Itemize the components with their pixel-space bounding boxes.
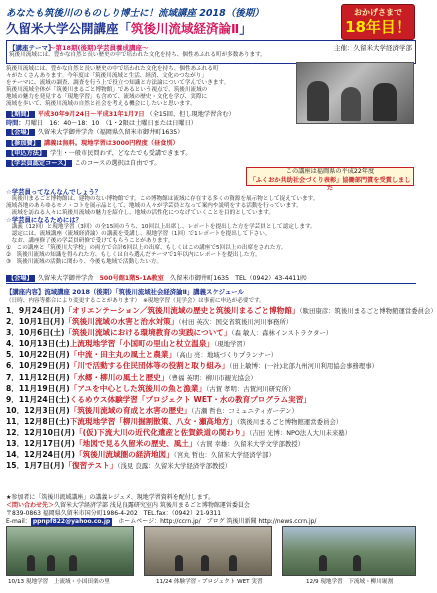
photo-caption: 12/9 現地学習 下流域・柳川堀割 [306, 579, 394, 585]
course-line: 筑後川まるごと博物館は、建物のない博物館です。この博物館は流域に存在する多くの資源を展示物として捉えています。 [6, 196, 319, 202]
email-label: E-mail： [6, 518, 31, 525]
schedule-heading [6, 287, 416, 296]
homepage-link[interactable]: ホームページ：http://ccrn.jp/ [118, 518, 201, 525]
time-tag: 時間： [6, 120, 25, 127]
schedule-date: 3．10月6日(土) [6, 328, 65, 338]
schedule-title: 「筑後川流域における環境教育の実践について」 [64, 328, 232, 338]
schedule-date: 6．10月29日(月) [6, 361, 70, 371]
course-line: ② 筑後川流域の知識を得られた方、もしくは自ら選んだテーマで1年以内にレポートを提出した方。 [6, 252, 261, 258]
schedule-row [6, 349, 416, 360]
schedule-row [6, 316, 416, 327]
schedule-date: 1．9月24日(月) [6, 306, 65, 315]
course-line: 流域各地のあらゆるモノ・コトを展示品として、地域の人々が学芸員となって案内や説明をする活動を行っています。 [6, 203, 302, 209]
email-link[interactable]: ppnpf822@yahoo.co.jp [32, 518, 111, 525]
venue-address: 久留米市御井町1635 TEL（0942）43-4411㈹ [169, 275, 307, 282]
schedule-row [6, 360, 416, 371]
schedule-row [6, 305, 437, 316]
contact-org: 久留米大学経済学部 浅見良露研究室内 筑後川まるごと博物館運営委員会 [54, 502, 250, 509]
intro-line: 筑後川流域全体が「筑後川まるごと博物館」であるという視点で、筑後川流域の [6, 87, 208, 93]
intro-line: 流域を歩いて、筑後川流域の自然と社会を考える機会にしたいと思います。 [6, 101, 196, 107]
award-box [246, 167, 414, 192]
person-silhouette [341, 87, 361, 121]
intro-line: 地域の魅力を発見する「現地学習」も含めて、流域の歴史・文化を学び、実際に [6, 94, 208, 100]
schedule-title: 「オリエンテーション／筑後川流域の歴史と筑後川まるごと博物館」 [64, 306, 300, 315]
time-value: 月曜日 16：40～18：10 （1・2限は土曜日または日曜日） [24, 120, 197, 127]
schedule-row [6, 460, 416, 471]
schedule-title: 「アユを中心とした筑後川の魚と漁業」 [69, 383, 207, 393]
schedule-speaker: （浅見 良露：久留米大学経済学部教授） [117, 462, 232, 471]
course-line: 認定には、流域講座（流域経済論）の講義を受講し、現地学習（1回）で1レポートを提出して下さい。 [6, 231, 271, 237]
title-suffix: 」 [239, 21, 252, 36]
intro-line: をテーマに、流域の調査、調査を行う上で役立つ知識と方法論について学んでいきます。 [6, 80, 230, 86]
footer-contact [6, 502, 416, 510]
footer-address-row [6, 510, 416, 518]
intro-text [6, 66, 294, 108]
lecture-photo [296, 62, 414, 124]
apply-value: 学生・一般市民問わず、どなたでも受講できます。 [50, 150, 192, 157]
schedule-row [6, 449, 416, 460]
schedule-title: 上流現地学習「小国町の里山と杖立温泉」 [69, 339, 215, 349]
theme-label: 【講座テーマ】 [9, 44, 55, 52]
period-row [6, 111, 294, 119]
schedule-title: 「中流・田主丸の風土と農業」 [69, 350, 177, 360]
course-tag: 【学芸員認定コース】 [8, 160, 70, 167]
schedule-row [6, 394, 416, 405]
schedule-speaker: （現地学習） [214, 340, 250, 349]
award-line2: 「ふくおか共助社会づくり表彰」協働部門賞を受賞しました [249, 176, 411, 192]
tagline: あなたも筑後川のものしり博士に！流域講座 2018（後期） [6, 8, 264, 19]
theme-body: 筑後川流域には、豊かな自然と長い歴史の中で培われた文化を持ち、個性あふれる町が多数あります。 [9, 52, 266, 58]
person-silhouette [69, 555, 77, 571]
schedule-date: 13．12月17日(月) [6, 439, 76, 449]
footer [6, 494, 416, 526]
course-line: ③ 筑後川流域の活動に関わり、今後も地域で活動したい方。 [6, 259, 163, 265]
schedule-title: くるめウス体験学習「プロジェクト WET・水の教育プログラム実習」 [69, 394, 311, 404]
venue-room: 500号館1階5-1A教室 [99, 275, 164, 282]
photo-field-trip-downstream [282, 526, 416, 576]
period-tag: 【期間】 [8, 111, 33, 118]
schedule-speaker: （田上敏博：(一社)北部九州河川利用協会事務理事） [229, 362, 378, 371]
fee-tag: 【参加費】 [8, 140, 39, 147]
schedule-title: 「筑後川流域圏の経済地図」 [75, 450, 174, 460]
schedule-speaker: （駄田康彦：筑後川まるごと博物館運営委員会） [299, 307, 437, 315]
schedule-title: 「(仮)下流大川の近代化遺産と佐賀鉄道の関わり」 [75, 428, 250, 438]
title-prefix: 久留米大学公開講座「 [6, 21, 132, 36]
schedule-speaker: （吉瀬 哲也：コミュニティガーデン） [191, 406, 298, 415]
footer-links [6, 518, 416, 526]
photo-caption: 10/13 現地学習 上流域・小国田楽の里 [8, 579, 110, 585]
person-silhouette [47, 555, 55, 571]
schedule-date: 14．12月24日(月) [6, 450, 76, 460]
photo-field-trip-upstream [6, 526, 134, 576]
course-heading: ☆学芸員ってなんなんでしょう？ [6, 188, 102, 196]
place-value: 久留米大学御井学舎（福岡県久留米市御井町1635） [37, 129, 184, 136]
apply-tag: 【申込方法】 [8, 150, 46, 157]
intro-line: 々がたくさんあります。今年度は「筑後川流域と生活、経済、文化のつながり」 [6, 73, 207, 79]
person-silhouette [175, 555, 183, 571]
course-line: ① この講座と「筑後川大学校」の両方で合計6回以上の出席、もしくはこの講座で5回以上の出席をされた方。 [6, 245, 287, 251]
theme-box [6, 40, 416, 64]
schedule-speaker: （筑後川まるごと博物館運営委員会） [236, 417, 343, 426]
schedule-date: 11．12月8日(土) [6, 416, 70, 426]
schedule-date: 10．12月3日(月) [6, 405, 70, 415]
course-line: 流域を訪ねる人々に筑後川流域の魅力を紹介し、地域の活性化につなげていくことを目的としています。 [6, 210, 274, 216]
person-silhouette [319, 555, 327, 571]
course-value: このコースの選択は自由です。 [74, 160, 161, 167]
schedule-date: 7．11月12日(月) [6, 372, 70, 382]
schedule-title: 【講座内容】流域講座 2018（後期）「筑後川流域社会経済論Ⅱ」講義スケジュール [6, 288, 244, 296]
time-row [6, 120, 294, 128]
schedule-title: 「地図で見る久留米の歴史、風土」 [75, 439, 197, 449]
schedule-title: 「筑後川流域の育成と水害の歴史」 [69, 405, 192, 415]
schedule-date: 12．12月10日(月) [6, 428, 76, 438]
schedule-row [6, 372, 416, 383]
person-silhouette [373, 83, 397, 121]
contact-label: ＜問い合わせ先＞ [6, 502, 55, 509]
fee-row [6, 140, 294, 148]
venue-tag: 【会場】 [8, 275, 33, 282]
schedule-date: 9．11月24日(土) [6, 394, 70, 404]
schedule-list [6, 305, 437, 471]
photo-experience-workshop [144, 526, 272, 576]
schedule-speaker: （吉田 光博：NPO法人大川未来塾） [249, 429, 352, 438]
apply-row [6, 150, 294, 158]
schedule-speaker: （古賀 幸雄：久留米大学文学部教授） [196, 440, 305, 449]
schedule-date: 15．1月7日(月) [6, 461, 65, 471]
person-silhouette [27, 555, 35, 571]
title-main: 筑後川流域経済論Ⅱ [131, 21, 240, 36]
schedule-speaker: （豊福 英明：柳川市観光協会） [168, 373, 257, 382]
schedule-title: 「川で活動する住民団体等の役割と取り組み」 [69, 361, 230, 371]
person-silhouette [229, 555, 237, 571]
schedule-date: 4．10月13日(土) [6, 339, 70, 349]
contact-address: 〒839-0863 福岡県久留米市国分町1986-4-202 [6, 510, 138, 517]
schedule-row [6, 438, 416, 449]
venue-row [6, 274, 416, 284]
intro-line: 筑後川流域には、豊かな自然と長い歴史の中で培われた文化を持ち、個性あふれる町 [6, 66, 219, 72]
schedule-title: 「水郷・柳川の風土と歴史」 [69, 372, 169, 382]
person-silhouette [201, 555, 209, 571]
award-line1: この講座は福岡県の平成22年度 [285, 168, 375, 175]
curator-course-detail [6, 189, 416, 271]
person-silhouette [307, 81, 329, 121]
badge-line2: 18年目！ [345, 18, 411, 36]
schedule-speaker: （森 敏人：森林インストラクター） [231, 329, 333, 338]
schedule-speaker: （古賀 孝明：古賀河川研究所） [206, 384, 295, 393]
period-note: （全15回、但し現地学習含む） [146, 111, 235, 118]
schedule-date: 8．11月19日(月) [6, 383, 70, 393]
photo-strip [6, 526, 416, 584]
schedule-row [6, 383, 416, 394]
schedule-note: （日時、内容等都合により変更することがあります） [6, 298, 138, 304]
blog-link[interactable]: ブログ 筑後川新聞 http://news.ccrn.jp/ [206, 518, 317, 525]
fee-value: 講義は無料。現地学習は3000円程度（昼食別） [43, 140, 179, 147]
schedule-speaker: （村田 英次：国交省筑後川河川事務所） [178, 318, 293, 327]
schedule-title: 「筑後川流域の水害と治水対策」 [64, 317, 179, 327]
schedule-row [6, 405, 416, 416]
schedule-row [6, 427, 416, 438]
schedule-date: 5．10月22日(月) [6, 350, 70, 360]
course-line: なお、講座修了後の学芸員研修で受けてもらうことがあります。 [6, 238, 174, 244]
schedule-row [6, 416, 416, 427]
footer-note: ★参加者に「筑後川流域講座」の講義レジュメ、現地学習資料を配付します。 [6, 494, 215, 501]
venue-place: 久留米大学御井学舎 [37, 275, 94, 282]
course-subheading: ☆学芸員になるためには？ [6, 216, 83, 224]
schedule-speaker: （宮丸 哲也：久留米大学経済学部） [173, 451, 275, 460]
schedule-row [6, 338, 416, 349]
schedule-date: 2．10月1日(月) [6, 317, 65, 327]
period-value: 平成30年9月24日～平成31年1月7日 [37, 111, 145, 118]
schedule-speaker: （高山 亮：地域づくりプランナー） [176, 351, 278, 360]
place-row [6, 129, 294, 137]
theme-host: 主催：久留米大学経済学部 [334, 44, 412, 52]
schedule-title: 「復習テスト」 [64, 461, 118, 471]
place-tag: 【会場】 [8, 129, 33, 136]
schedule-note-row [6, 296, 416, 304]
page-title [6, 19, 336, 37]
schedule-sub: ※現地学習（見学会）は事前に申込が必要です。 [143, 298, 265, 304]
anniversary-badge [341, 4, 415, 40]
schedule-title: 下流現地学習「柳川掘割散策、八女・瀬高地方」 [69, 416, 237, 426]
photo-caption: 11/24 体験学習・プロジェクト WET 実習 [156, 579, 263, 585]
theme-subtitle: ～第18期(後期)学芸員養成講座～ [49, 44, 149, 52]
badge-line1: おかげさまで [354, 8, 402, 17]
schedule-row [6, 327, 416, 338]
contact-tel: TEL.fax：（0942）21-9311 [143, 510, 222, 517]
person-silhouette [353, 555, 361, 571]
course-line: 講義（12回）と現地学習（3回）の全15回のうち、10回以上出席し、レポートを提出した方を学芸員として認定します。 [6, 224, 316, 230]
